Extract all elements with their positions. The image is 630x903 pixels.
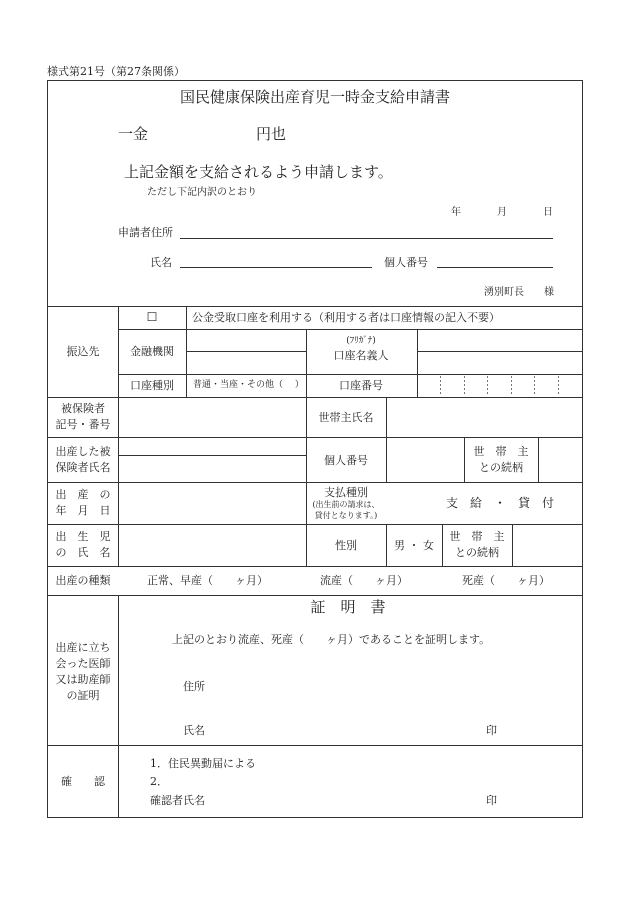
request-text: 上記金額を支給されるよう申請します。 [124,163,393,181]
birth-kind-miscarriage: 流産（ ヶ月） [320,574,408,587]
form-number: 様式第21号（第27条関係） [47,65,185,78]
date-day: 日 [543,207,553,218]
payment-type-note: (出生前の請求は、 貸付となります。) [312,500,380,520]
applicant-address-label: 申請者住所 [118,226,173,239]
birth-person-relation-label: 世 帯 主 との続柄 [473,445,529,474]
child-relation-label: 世 帯 主 との続柄 [449,530,505,559]
bank-label: 金融機関 [130,345,174,358]
form-title: 国民健康保険出産育児一時金支給申請書 [179,88,451,106]
birth-person-personal-number-label: 個人番号 [324,454,368,467]
holder-furigana-label: (ﾌﾘｶﾞﾅ) [346,336,376,346]
birth-kind-normal: 正常、早産（ ヶ月） [147,574,268,587]
transfer-label: 振込先 [66,345,100,358]
householder-name-label: 世帯主氏名 [318,411,374,424]
confirm-item-2: 2． [150,775,168,788]
certificate-address-label: 住所 [183,680,205,693]
confirm-label: 確 認 [61,775,105,788]
birth-person-label: 出産した被 保険者氏名 [55,445,111,474]
birth-kind-label: 出産の種類 [55,574,111,587]
certificate-name-label: 氏名 [183,724,205,737]
confirm-seal: 印 [486,794,497,807]
birth-kind-stillbirth: 死産（ ヶ月） [462,574,550,587]
account-type-options: 普通・当座・その他（ ） [193,380,304,390]
applicant-personal-number-label: 個人番号 [384,256,428,269]
account-type-label: 口座種別 [130,379,174,392]
applicant-name-label: 氏名 [150,256,172,269]
amount-prefix: 一金 [118,125,149,143]
breakdown-note: ただし下記内訳のとおり [147,187,257,198]
birth-date-label: 出 産 の 年 月 日 [55,488,111,517]
certificate-seal: 印 [486,724,497,737]
sex-label: 性別 [335,539,357,552]
certificate-text: 上記のとおり流産、死産（ ヶ月）であることを証明します。 [172,633,491,646]
public-account-checkbox[interactable]: ☐ [146,310,158,324]
certificate-title: 証 明 書 [310,598,386,616]
amount-suffix: 円也 [256,125,287,143]
insured-number-label: 被保険者 記号・番号 [55,402,111,431]
account-holder-label: 口座名義人 [333,349,389,362]
date-year: 年 [451,207,461,218]
child-name-label: 出 生 児 の 氏 名 [55,530,111,559]
confirm-item-1: 1．住民異動届による [150,757,256,770]
public-account-option: 公金受取口座を利用する（利用する者は口座情報の記入不要） [192,311,500,324]
sex-options: 男 ・ 女 [394,539,434,552]
certificate-label: 出産に立ち 会った医師 又は助産師 の証明 [55,641,111,702]
addressee: 湧別町長 様 [484,287,554,298]
payment-type-label: 支払種別 [324,486,368,499]
payment-options: 支 給 ・ 貸 付 [445,496,555,510]
account-number-label: 口座番号 [339,379,383,392]
date-month: 月 [497,207,507,218]
confirmer-name-label: 確認者氏名 [150,794,205,807]
